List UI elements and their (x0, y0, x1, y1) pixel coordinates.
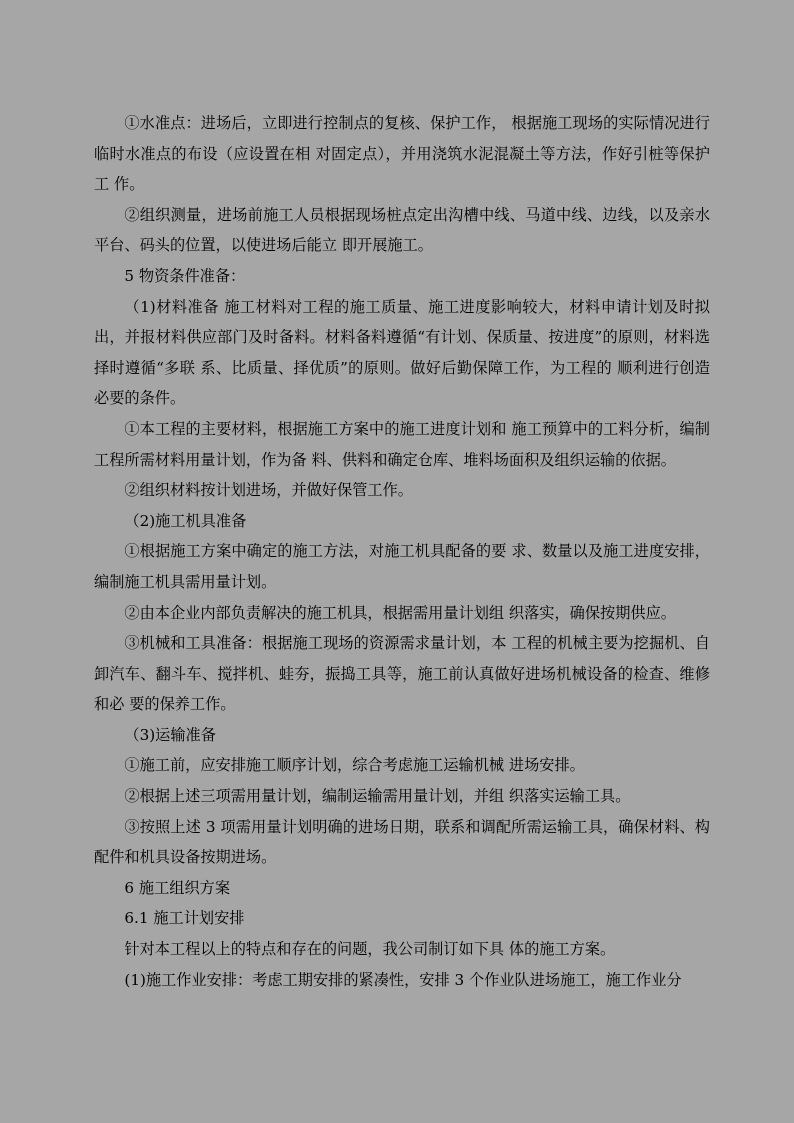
paragraph-main-materials: ①本工程的主要材料，根据施工方案中的施工进度计划和 施工预算中的工料分析，编制工程所需材料用量计划，作为备 料、供料和确定仓库、堆料场面积及组织运输的依据。 (94, 419, 710, 469)
heading-construction-schedule: 6.1 施工计划安排 (124, 909, 245, 928)
paragraph-machinery-plan: ①根据施工方案中确定的施工方法，对施工机具配备的要 求、数量以及施工进度安排，编制施工机具需用量计划。 (94, 542, 710, 591)
paragraph-work-arrangement: (1)施工作业安排：考虑工期安排的紧凑性，安排 3 个作业队进场施工，施工作业分 (124, 970, 682, 989)
paragraph-material-prep: （1)材料准备 施工材料对工程的施工质量、施工进度影响较大，材料申请计划及时拟出，并报材料供应部门及时备料。材料备料遵循“有计划、保质量、按进度”的原则，材料选择时遵循“多联 系、比质量、择优质”的原则。做好后勤保障工作，为工程的 顺利进行创造必要的条件。 (94, 297, 710, 408)
paragraph-transport-plan: ②根据上述三项需用量计划，编制运输需用量计划，并组 织落实运输工具。 (124, 787, 631, 806)
paragraph-transport-sequence: ①施工前，应安排施工顺序计划，综合考虑施工运输机械 进场安排。 (124, 756, 585, 775)
heading-transport-prep: （3)运输准备 (124, 725, 216, 744)
paragraph-machinery-tools: ③机械和工具准备：根据施工现场的资源需求量计划，本 工程的机械主要为挖掘机、自卸汽车、翻斗车、搅拌机、蛙夯，振捣工具等，施工前认真做好进场机械设备的检查、维修和必 要的保养工作。 (94, 634, 710, 714)
paragraph-construction-plan-intro: 针对本工程以上的特点和存在的问题，我公司制订如下具 体的施工方案。 (124, 940, 616, 959)
paragraph-survey-organization: ②组织测量，进场前施工人员根据现场桩点定出沟槽中线、马道中线、边线，以及亲水平台、码头的位置，以使进场后能立 即开展施工。 (94, 205, 710, 255)
heading-material-preparation: 5 物资条件准备： (124, 266, 246, 285)
paragraph-material-entry: ②组织材料按计划进场，并做好保管工作。 (124, 481, 413, 500)
paragraph-transport-dispatch: ③按照上述 3 项需用量计划明确的进场日期，联系和调配所需运输工具，确保材料、构配件和机具设备按期进场。 (94, 817, 710, 867)
paragraph-benchmark-point: ①水准点：进场后，立即进行控制点的复核、保护工作， 根据施工现场的实际情况进行临时水准点的布设（应设置在相 对固定点），并用浇筑水泥混凝土等方法，作好引桩等保护工 作。 (94, 114, 710, 194)
paragraph-machinery-internal: ②由本企业内部负责解决的施工机具，根据需用量计划组 织落实，确保按期供应。 (124, 603, 676, 622)
heading-construction-organization: 6 施工组织方案 (124, 878, 231, 897)
document-body (94, 108, 710, 995)
heading-machinery-prep: （2)施工机具准备 (124, 511, 247, 530)
